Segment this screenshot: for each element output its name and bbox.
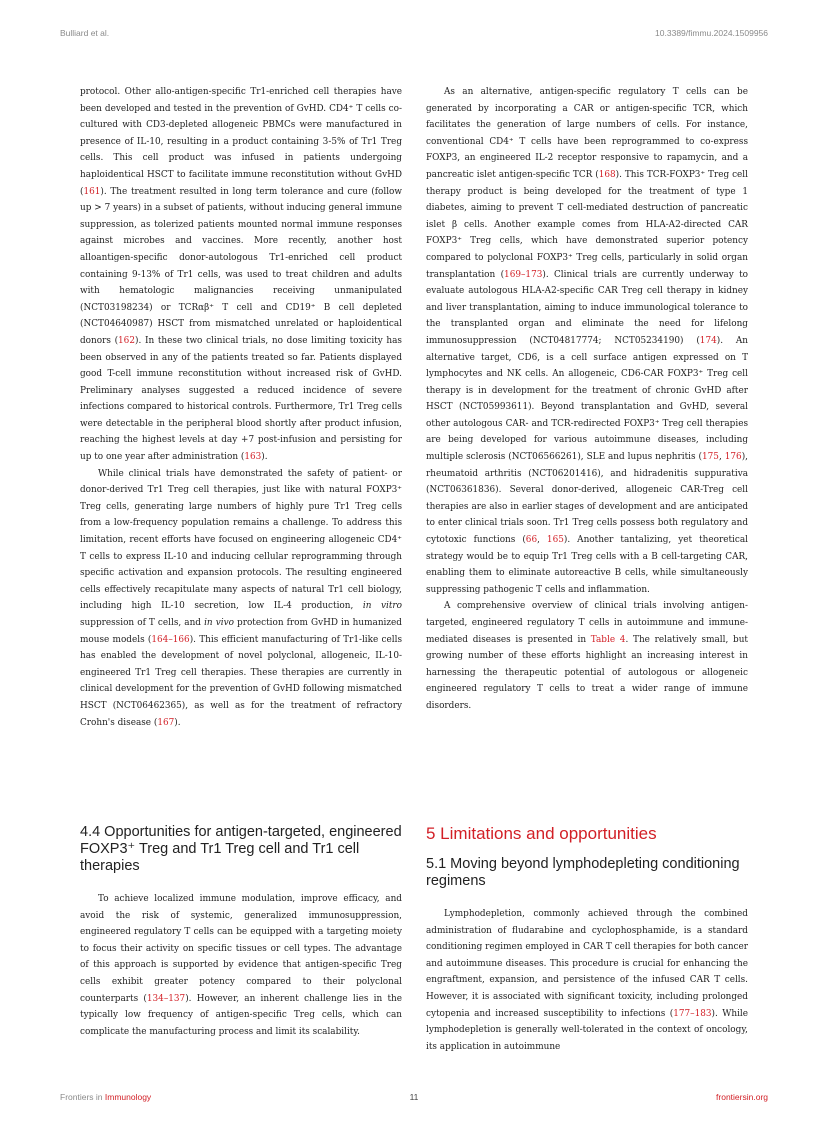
body-text: To achieve localized immune modulation, improve efficacy, and avoid the risk of systemic, generalized immunosuppression, engineered regulatory T cells can be equipped with a targeting moiety to focus their activity on specific tissues or cell types. The advantage of this approach is supported by evidence that antigen-specific Treg cells exhibit greater potency compared to their polyclonal counterparts ( xyxy=(80,894,402,1004)
body-paragraph xyxy=(80,466,402,732)
body-paragraph xyxy=(426,598,748,714)
doi-link[interactable]: 10.3389/fimmu.2024.1509956 xyxy=(655,28,768,38)
section-5 xyxy=(426,824,748,1055)
body-text: ). While lymphodepletion is generally well-tolerated in the context of oncology, its application in autoimmune xyxy=(426,1008,749,1052)
citation-link[interactable]: 175 xyxy=(702,452,719,463)
page-number: 11 xyxy=(409,1092,419,1102)
body-text: suppression of T cells, and xyxy=(80,618,205,628)
body-text: As an alternative, antigen-specific regulatory T cells can be generated by incorporating a CAR or antigen-specific TCR, which facilitates the generation of large numbers of cells. For instance, conventional CD4⁺ T cells have been reprogrammed to co-express FOXP3, an engineered IL-2 receptor responsive to rapamycin, and a pancreatic islet antigen-specific TCR ( xyxy=(426,87,748,180)
body-paragraph xyxy=(426,84,748,598)
body-text: ). This TCR-FOXP3⁺ Treg cell therapy product is being developed for the treatment of type 1 diabetes, aiming to prevent T cell-mediated destruction of pancreatic islet β cells. Another example comes from HLA-A2-directed CAR FOXP3⁺ Treg cells, which have demonstrated superior potency compared to polyclonal FOXP3⁺ Treg cells, particularly in solid organ transplantation ( xyxy=(426,169,748,280)
citation-link[interactable]: 169–173 xyxy=(504,269,543,280)
body-text: A comprehensive overview of clinical trials involving antigen-targeted, engineered regulatory T cells in autoimmune and immune-mediated diseases is presented in xyxy=(426,601,748,645)
right-top-paragraphs xyxy=(426,84,748,715)
citation-link[interactable]: 165 xyxy=(546,535,564,546)
citation-link[interactable]: 162 xyxy=(118,335,135,346)
body-text: ). xyxy=(261,452,268,463)
body-text: , xyxy=(718,452,725,463)
citation-link[interactable]: 176 xyxy=(724,452,742,463)
left-column-top xyxy=(80,84,402,731)
body-text: ). This efficient manufacturing of Tr1-like cells has enabled the development of novel polyclonal, allogeneic, IL-10-engineered Tr1 Treg cell therapies. These therapies are currently in clinical development for the prevention of GvHD following mismatched HSCT (NCT06462365), as well as for the treatment of refractory Crohn's disease ( xyxy=(80,634,402,728)
body-text: ). However, an inherent challenge lies in the typically low frequency of antigen-specific Treg cells, which can complicate the manufacturing process and limit its scalability. xyxy=(80,993,402,1037)
citation-link[interactable]: 66 xyxy=(525,535,538,546)
section-4-4 xyxy=(80,824,402,1040)
section-5-heading: 5 Limitations and opportunities xyxy=(426,824,657,843)
left-top-paragraphs xyxy=(80,84,402,731)
body-text: ). Another tantalizing, yet theoretical strategy would be to equip Tr1 Treg cells with a B cell-targeting CAR, enabling them to eliminate autoreactive B cells, while simultaneously suppressing pathogenic T cells and inflammation. xyxy=(426,535,748,595)
body-text: While clinical trials have demonstrated the safety of patient- or donor-derived Tr1 Treg cell therapies, just like with natural FOXP3⁺ Treg cells, generating large numbers of highly pure Tr1 Treg cells from a low-frequency population remains a challenge. To address this limitation, recent efforts have focused on engineering allogeneic CD4⁺ T cells to express IL-10 and inducing cellular reprogramming through specific activation and expansion protocols. The resulting engineered cells effectively recapitulate many aspects of natural Tr1 cell biology, including high IL-10 secretion, low IL-4 production, xyxy=(80,468,402,612)
italic-text: in vivo xyxy=(204,618,234,628)
section-4-4-heading: 4.4 Opportunities for antigen-targeted, engineered FOXP3⁺ Treg and Tr1 Treg cell and Tr1 cell therapies xyxy=(80,824,402,874)
body-text: ). Clinical trials are currently underway to evaluate autologous HLA-A2-specific CAR Treg cell therapy in kidney and liver transplantation, aiming to induce immunological tolerance to the transplanted organ and eliminate the need for lifelong immunosuppression (NCT04817774; NCT05234190) ( xyxy=(426,269,748,346)
citation-link[interactable]: 164–166 xyxy=(151,634,190,645)
body-text: , xyxy=(537,535,547,546)
body-text: Lymphodepletion, commonly achieved through the combined administration of fludarabine and cyclophosphamide, is a standard conditioning regimen employed in CAR T cell therapies for both cancer and autoimmune diseases. This procedure is crucial for enhancing the engraftment, expansion, and persistence of the infused CAR T cells. However, it is associated with significant toxicity, including prolonged cytopenia and increased susceptibility to infections ( xyxy=(426,909,748,1019)
site-link[interactable]: frontiersin.org xyxy=(716,1092,768,1102)
citation-link[interactable]: 134–137 xyxy=(146,993,186,1004)
citation-link[interactable]: 168 xyxy=(598,169,616,180)
section-5-1-heading: 5.1 Moving beyond lymphodepleting conditioning regimens xyxy=(426,856,740,889)
section-4-4-paragraph xyxy=(80,891,402,1040)
author-line: Bulliard et al. xyxy=(60,28,110,38)
italic-text: in vitro xyxy=(362,601,402,612)
citation-link[interactable]: 163 xyxy=(244,452,262,463)
right-column-top xyxy=(426,84,748,715)
citation-link[interactable]: Table 4 xyxy=(590,634,626,645)
body-text: protection from GvHD in humanized mouse models ( xyxy=(80,618,402,645)
journal-prefix: Frontiers in xyxy=(60,1092,105,1102)
citation-link[interactable]: 177–183 xyxy=(673,1008,712,1019)
citation-link[interactable]: 167 xyxy=(157,717,175,728)
body-text: ). In these two clinical trials, no dose limiting toxicity has been observed in any of the patients treated so far. Patients displayed good T-cell immune reconstitution without increased risk of GvHD. Preliminary analyses suggested a reduced incidence of severe infections compared to historical controls. Furthermore, Tr1 Treg cells were detectable in the peripheral blood shortly after product infusion, reaching the highest levels at day +7 post-infusion and persisting for up to one year after administration ( xyxy=(80,335,402,463)
body-text: ). xyxy=(174,717,181,728)
running-head xyxy=(60,28,768,38)
citation-link[interactable]: 174 xyxy=(699,335,717,346)
body-text: ). The treatment resulted in long term tolerance and cure (follow up > 7 years) in a subset of patients, without inducing general immune suppression, as tolerized patients mounted normal immune responses against microbes and vaccines. More recently, another host alloantigen-specific donor-autologous Tr1-enriched cell product containing 9-13% of Tr1 cells, was used to treat children and adults with hematologic malignancies receiving unmanipulated (NCT03198234) or TCRαβ⁺ T cell and CD19⁺ B cell depleted (NCT04640987) HSCT from mismatched unrelated or haploidentical donors ( xyxy=(80,186,402,346)
body-text: ), rheumatoid arthritis (NCT06201416), and hidradenitis suppurativa (NCT06361836). Several donor-derived, allogeneic CAR-Treg cell therapies are also in earlier stages of development and are anticipated to enter clinical trials soon. Tr1 Treg cells possess both regulatory and cytotoxic functions ( xyxy=(426,452,748,546)
body-text: . The relatively small, but growing number of these efforts highlight an increasing interest in harnessing the therapeutic potential of autologous or allogeneic engineered regulatory T cells to treat a wider range of immune disorders. xyxy=(426,634,748,711)
body-text: ). An alternative target, CD6, is a cell surface antigen expressed on T lymphocytes and NK cells. An allogeneic, CD6-CAR FOXP3⁺ Treg cell therapy is in development for the treatment of chronic GvHD after HSCT (NCT05993611). Beyond transplantation and GvHD, several other autologous CAR- and TCR-redirected FOXP3⁺ Treg cell therapies are being developed for various autoimmune diseases, including multiple sclerosis (NCT06566261), SLE and lupus nephritis ( xyxy=(426,335,749,463)
citation-link[interactable]: 161 xyxy=(83,186,101,197)
journal-title: Immunology xyxy=(104,1092,152,1102)
body-text: protocol. Other allo-antigen-specific Tr1-enriched cell therapies have been developed and tested in the prevention of GvHD. CD4⁺ T cells co-cultured with CD3-depleted allogeneic PBMCs were manufactured in presence of IL-10, resulting in a product containing 3-5% of Tr1 Treg cells. This cell product was infused in patients undergoing haploidentical HSCT to facilitate immune reconstitution without GvHD ( xyxy=(80,87,402,197)
body-paragraph xyxy=(80,84,402,466)
section-5-1-paragraph xyxy=(426,906,748,1055)
